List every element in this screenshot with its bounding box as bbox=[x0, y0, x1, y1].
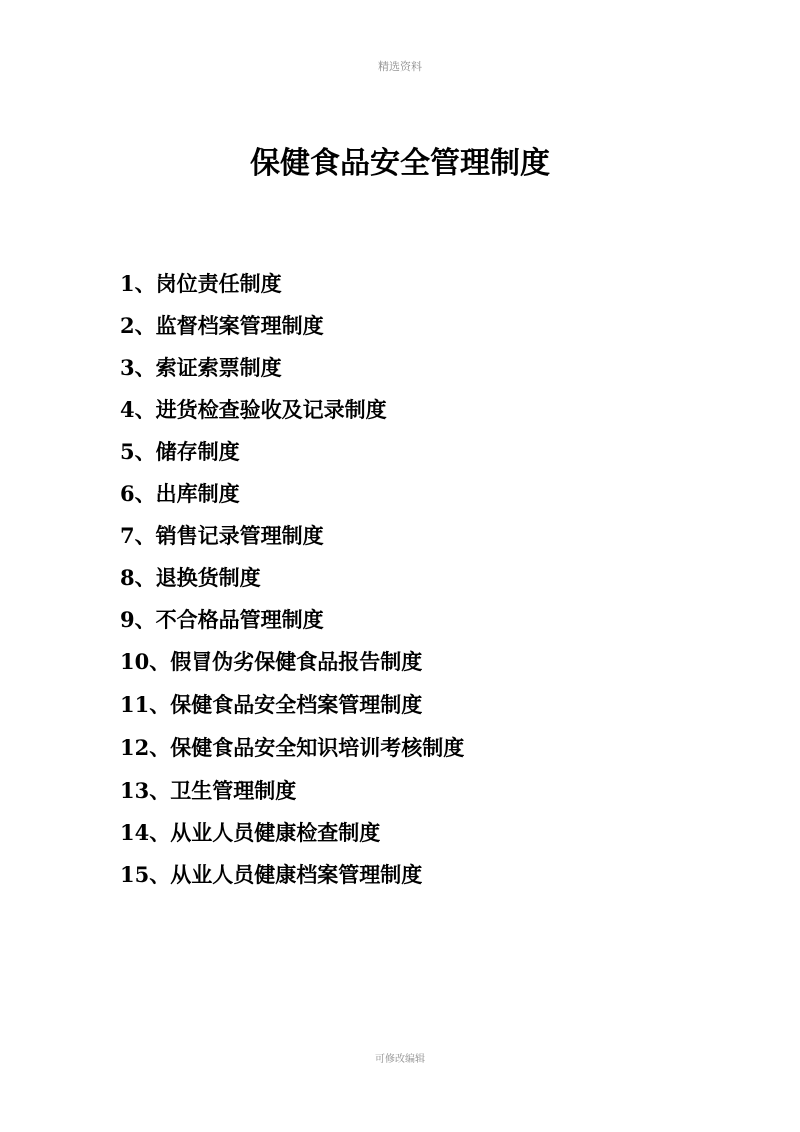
page-title: 保健食品安全管理制度 bbox=[250, 146, 550, 181]
list-item bbox=[120, 518, 464, 560]
item-text: 卫生管理制度 bbox=[170, 779, 297, 803]
item-text: 索证索票制度 bbox=[155, 356, 282, 380]
header-note: 精选资料 bbox=[378, 60, 422, 73]
list-item bbox=[120, 392, 464, 434]
item-text: 销售记录管理制度 bbox=[155, 524, 324, 548]
item-number: 6、 bbox=[120, 481, 156, 506]
item-text: 进货检查验收及记录制度 bbox=[155, 398, 387, 422]
list-item bbox=[120, 308, 464, 350]
item-number: 3、 bbox=[120, 355, 156, 380]
item-text: 岗位责任制度 bbox=[155, 272, 282, 296]
item-number: 8、 bbox=[120, 565, 156, 590]
item-number: 14、 bbox=[120, 820, 171, 845]
item-text: 保健食品安全知识培训考核制度 bbox=[170, 736, 465, 760]
list-item bbox=[120, 773, 464, 815]
list-item bbox=[120, 434, 464, 476]
item-text: 从业人员健康检查制度 bbox=[170, 821, 381, 845]
list-item bbox=[120, 560, 464, 602]
list-item bbox=[120, 476, 464, 518]
list-item bbox=[120, 815, 464, 857]
item-text: 从业人员健康档案管理制度 bbox=[170, 863, 423, 887]
item-number: 1、 bbox=[120, 271, 156, 296]
item-number: 9、 bbox=[120, 607, 156, 632]
list-item bbox=[120, 857, 464, 899]
list-item bbox=[120, 687, 464, 730]
item-number: 2、 bbox=[120, 313, 156, 338]
regulation-list bbox=[120, 266, 464, 899]
list-item bbox=[120, 602, 464, 644]
item-text: 保健食品安全档案管理制度 bbox=[170, 693, 423, 717]
item-number: 13、 bbox=[120, 778, 171, 803]
item-number: 12、 bbox=[120, 735, 171, 760]
item-number: 10、 bbox=[120, 649, 171, 674]
item-number: 11、 bbox=[120, 692, 171, 717]
footer-note: 可修改编辑 bbox=[375, 1054, 425, 1065]
item-number: 4、 bbox=[120, 397, 156, 422]
item-number: 7、 bbox=[120, 523, 156, 548]
item-number: 15、 bbox=[120, 862, 171, 887]
item-text: 假冒伪劣保健食品报告制度 bbox=[170, 650, 423, 674]
list-item bbox=[120, 266, 464, 308]
item-text: 出库制度 bbox=[155, 482, 240, 506]
list-item bbox=[120, 350, 464, 392]
item-text: 不合格品管理制度 bbox=[155, 608, 324, 632]
item-number: 5、 bbox=[120, 439, 156, 464]
item-text: 退换货制度 bbox=[155, 566, 261, 590]
list-item bbox=[120, 644, 464, 687]
list-item bbox=[120, 730, 464, 773]
item-text: 监督档案管理制度 bbox=[155, 314, 324, 338]
item-text: 储存制度 bbox=[155, 440, 240, 464]
